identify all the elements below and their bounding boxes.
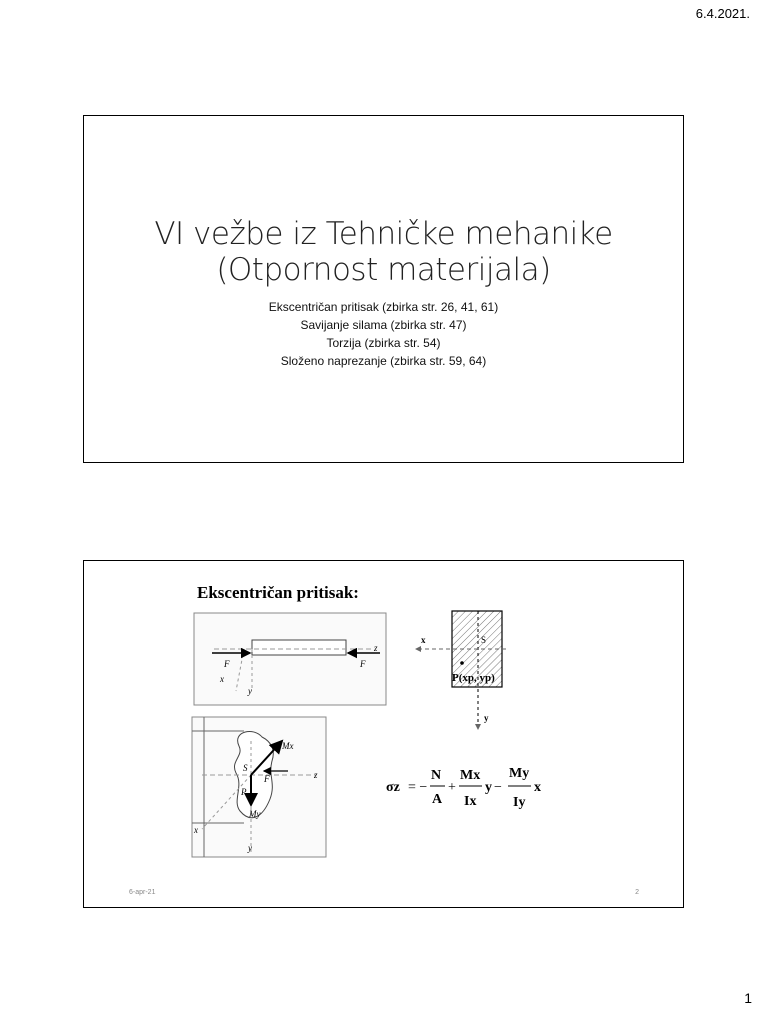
label-p: P (241, 787, 247, 797)
term3-variable: x (534, 780, 541, 795)
slide-1-heading (84, 216, 683, 288)
slide-2-eccentric-compression (83, 560, 684, 908)
topic-list (84, 298, 683, 370)
label-s: S (243, 763, 248, 773)
label-z: z (374, 643, 378, 653)
slide-1-title (83, 115, 684, 463)
topic-item: Ekscentričan pritisak (zbirka str. 26, 41, 61) (268, 300, 499, 314)
figure-bar-forces (194, 613, 386, 705)
label-my: My (249, 809, 261, 819)
label-y: y (484, 713, 489, 723)
term1-numerator: N (431, 768, 442, 783)
formula-minus: − (494, 780, 502, 795)
point-p (460, 661, 464, 665)
label-s: S (481, 635, 487, 645)
stress-formula (386, 766, 541, 810)
term3-denominator: Iy (513, 795, 526, 810)
topic-item: Složeno naprezanje (zbirka str. 59, 64) (280, 354, 487, 368)
figure-rect-section (416, 611, 506, 729)
label-f: F (264, 774, 270, 784)
label-x: x (220, 674, 224, 684)
slide-footer-date: 6-apr-21 (129, 889, 156, 896)
formula-plus: + (448, 780, 456, 795)
label-f-left: F (224, 659, 230, 669)
formula-lhs: σz (386, 780, 400, 795)
label-f-right: F (360, 659, 366, 669)
slide-2-heading: Ekscentričan pritisak: (197, 583, 359, 602)
label-point: P(xp, yp) (452, 672, 495, 684)
label-z: z (314, 770, 318, 780)
label-x: x (421, 635, 426, 645)
label-y: y (248, 686, 252, 696)
topic-item: Torzija (zbirka str. 54) (326, 336, 441, 350)
title-line-2: (Otpornost materijala) (216, 252, 551, 288)
term2-denominator: Ix (464, 794, 477, 809)
header-date: 6.4.2021. (695, 6, 750, 21)
label-x: x (194, 825, 198, 835)
page-number: 1 (744, 990, 752, 1006)
figure-section-moments (192, 717, 326, 857)
term2-numerator: Mx (460, 768, 481, 783)
term1-denominator: A (432, 792, 443, 807)
term2-variable: y (485, 780, 492, 795)
slide-footer-page: 2 (635, 889, 639, 896)
slide-2-figures (84, 561, 685, 909)
topic-item: Savijanje silama (zbirka str. 47) (300, 318, 467, 332)
label-mx: Mx (282, 741, 294, 751)
term3-numerator: My (509, 766, 530, 781)
title-line-1: VI vežbe iz Tehničke mehanike (154, 216, 613, 252)
formula-eq: = − (408, 780, 428, 795)
label-y: y (248, 843, 252, 853)
